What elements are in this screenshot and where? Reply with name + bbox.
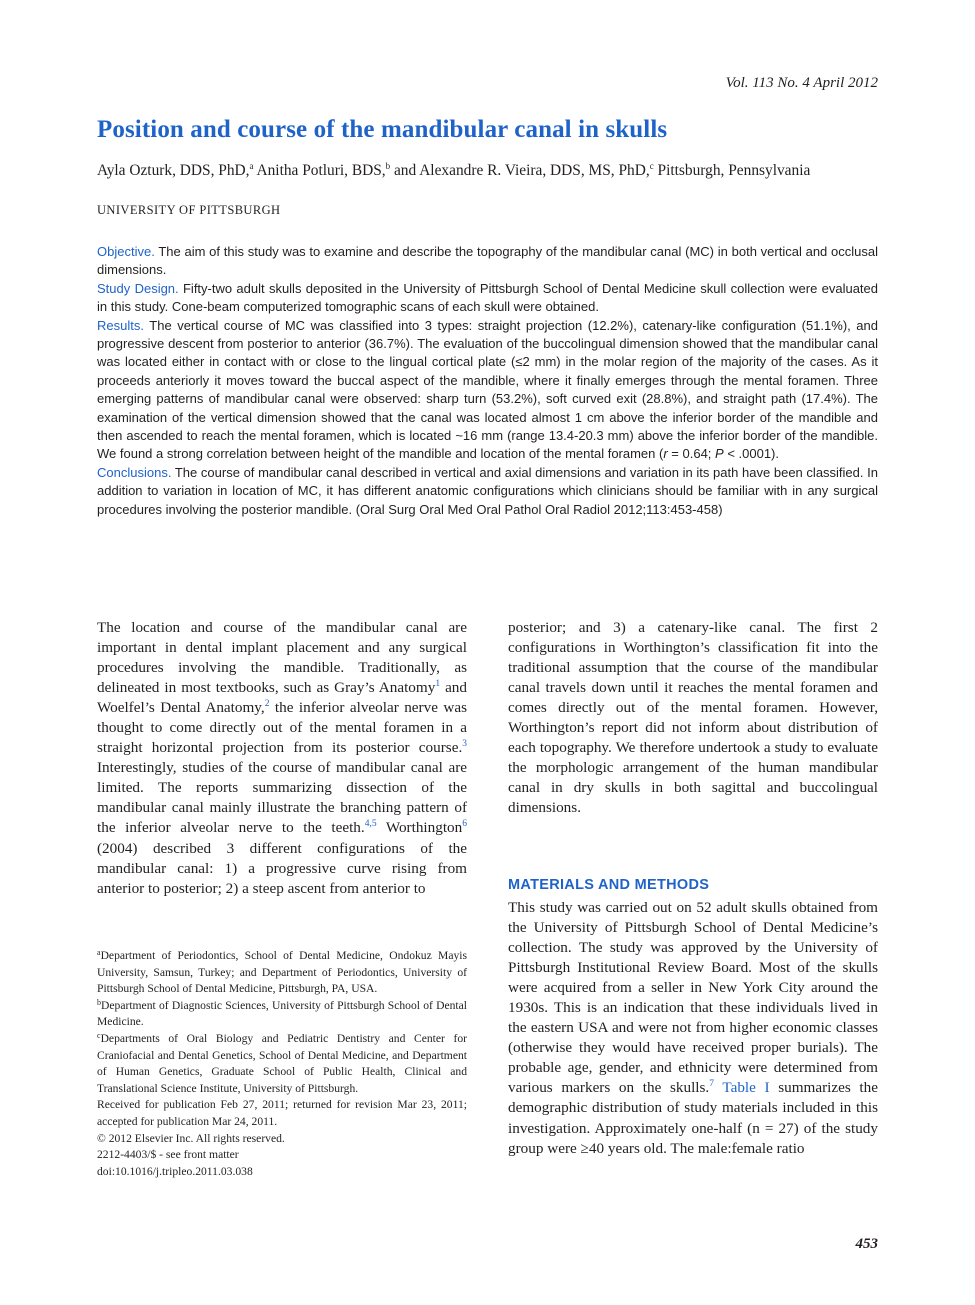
journal-issue: Vol. 113 No. 4 April 2012 <box>725 75 878 91</box>
body-text: (2004) described 3 different configurations of the mandibular canal: 1) a progressive curve rising from anterior to posterior; 2) a steep ascent from anterior to <box>97 839 467 897</box>
section-heading-methods: MATERIALS AND METHODS <box>508 877 710 893</box>
citation-link[interactable]: 3 <box>462 739 467 750</box>
author-list <box>97 161 837 181</box>
body-column-middle <box>508 618 878 818</box>
footnote-marker: b <box>97 997 101 1007</box>
footnotes <box>97 948 467 1180</box>
abstract-text: The course of mandibular canal described in vertical and axial dimensions and variation in its path have been classified. In addition to variation in location of MC, it has different anatomic configurations which clinicians should be familiar with in any surgical procedures involving the posterior mandible. (Oral Surg Oral Med Oral Pathol Oral Radiol 2012;113:453-458) <box>97 464 878 517</box>
author-name: Ayla Ozturk, DDS, PhD, <box>97 162 250 179</box>
footnote-marker: c <box>97 1030 101 1040</box>
abstract-label: Objective. <box>97 244 155 259</box>
article-title: Position and course of the mandibular canal in skulls <box>97 116 668 143</box>
citation-link[interactable]: 7 <box>709 1079 714 1090</box>
body-text: The location and course of the mandibular canal are important in dental implant placement and any surgical procedures involving the mandible. Traditionally, as delineated in most textbooks, such as Gray’s Anatomy <box>97 619 467 697</box>
citation-link[interactable]: 2 <box>264 699 270 710</box>
stat-symbol: r <box>663 446 668 462</box>
body-text: This study was carried out on 52 adult skulls obtained from the University of Pittsburgh School of Dental Medicine’s collection. The study was approved by the University of Pittsburgh Institutional Review Board. Most of the skulls were acquired from a seller in New York City around the 1930s. This is an indication that these individuals lived in the eastern USA and were not from higher economic classes (otherwise they would have received proper burials). The probable age, gender, and ethnicity were determined from various markers on the skulls. <box>508 899 878 1097</box>
abstract-conclusions <box>97 464 878 519</box>
footnote-text: Department of Periodontics, School of Dental Medicine, Ondokuz Mayis University, Samsun, Turkey; and Department of Periodontics, University of Pittsburgh School of Dental Medicine, Pittsburgh, PA, USA. <box>97 949 467 996</box>
citation-link[interactable]: 1 <box>435 679 441 690</box>
abstract-label: Conclusions. <box>97 464 172 480</box>
abstract-text: The aim of this study was to examine and describe the topography of the mandibular canal (MC) in both vertical and occlusal dimensions. <box>97 244 878 278</box>
abstract-text: Fifty-two adult skulls deposited in the University of Pittsburgh School of Dental Medicine skull collection were evaluated in this study. Cone-beam computerized tomographic scans of each skull were obtained. <box>97 280 879 315</box>
footnote-received: Received for publication Feb 27, 2011; returned for revision Mar 23, 2011; accepted for publication Mar 24, 2011. <box>97 1098 467 1128</box>
body-text: summarizes the demographic distribution of study materials included in this investigation. Approximately one-half (n = 27) of the study group were ≥40 years old. The male:female ratio <box>508 1079 878 1157</box>
abstract-objective <box>97 243 878 280</box>
body-text: posterior; and 3) a catenary-like canal. The first 2 configurations in Worthington’s classification fit into the traditional assumption that the course of the mandibular canal travels down until it reaches the mental foramen and comes directly out of the mental foramen. However, Worthington’s report did not inform about distribution of each topography. We therefore undertook a study to evaluate the morphologic arrangement of the human mandibular canal in dry skulls in both sagittal and buccolingual dimensions. <box>508 619 878 817</box>
stat-symbol: P <box>715 446 724 462</box>
body-text: Interestingly, studies of the course of mandibular canal are limited. The reports summarizing dissection of the mandibular canal mainly illustrate the branching pattern of the inferior alveolar nerve to the teeth. <box>97 759 467 837</box>
author-name: and Alexandre R. Vieira, DDS, MS, PhD, <box>390 162 650 179</box>
author-affiliation-marker: b <box>385 161 391 171</box>
footnote-text: Departments of Oral Biology and Pediatric Dentistry and Center for Craniofacial and Dental Genetics, School of Dental Medicine, and Department of Human Genetics, Graduate School of Public Health, Clinical and Translational Science Institute, University of Pittsburgh. <box>97 1031 467 1095</box>
body-text: the inferior alveolar nerve was thought to come directly out of the mental foramen in a straight horizontal projection from its posterior course. <box>97 699 467 757</box>
footnote-copyright: © 2012 Elsevier Inc. All rights reserved. <box>97 1131 285 1145</box>
abstract-study-design <box>97 280 878 317</box>
abstract <box>97 243 878 519</box>
footnote-issn: 2212-4403/$ - see front matter <box>97 1148 239 1162</box>
abstract-text: < .0001). <box>723 446 779 462</box>
intro-paragraph <box>97 618 467 899</box>
author-affiliation-marker: a <box>249 161 254 171</box>
abstract-label: Results. <box>97 317 144 333</box>
citation-link[interactable]: 4,5 <box>364 819 377 830</box>
footnote-affiliation <box>97 998 467 1031</box>
footnote-doi[interactable]: doi:10.1016/j.tripleo.2011.03.038 <box>97 1164 253 1178</box>
author-location: Pittsburgh, Pennsylvania <box>653 162 811 179</box>
page-number: 453 <box>855 1236 878 1252</box>
body-column-left <box>97 618 467 899</box>
table-link[interactable]: Table I <box>722 1079 770 1097</box>
abstract-label: Study Design. <box>97 280 179 296</box>
intro-paragraph-continued <box>508 618 878 818</box>
institution: UNIVERSITY OF PITTSBURGH <box>97 203 281 217</box>
abstract-text: = 0.64; <box>667 446 716 462</box>
author-affiliation-marker: c <box>649 161 654 171</box>
footnote-affiliation <box>97 1031 467 1097</box>
author-name: Anitha Potluri, BDS, <box>253 162 386 179</box>
footnote-affiliation <box>97 948 467 998</box>
methods-paragraph <box>508 898 878 1159</box>
body-column-right <box>508 898 878 1159</box>
citation-link[interactable]: 6 <box>462 819 467 830</box>
abstract-results <box>97 317 878 464</box>
abstract-text: The vertical course of MC was classified into 3 types: straight projection (12.2%), catenary-like configuration (51.1%), and progressive descent from posterior to anterior (36.7%). The evaluation of the buccolingual dimension showed that the mandibular canal was located either in contact with or close to the lingual cortical plate (≤2 mm) in the molar region of the majority of the cases. As it proceeds anteriorly it moves toward the buccal aspect of the mandible, where it finally emerges through the mental foramen. Three emerging patterns of mandibular canal were observed: sharp turn (53.2%), soft curved exit (28.8%), and straight path (17.4%). The examination of the vertical dimension showed that the canal was located almost 1 cm above the inferior border of the mandible and then ascended to reach the mental foramen, which is located ~16 mm (range 13.4-20.3 mm) above the inferior border of the mandible. We found a strong correlation between height of the mandible and location of the mental foramen ( <box>97 317 878 462</box>
footnote-marker: a <box>97 948 101 957</box>
body-text: and Woelfel’s Dental Anatomy, <box>97 679 467 717</box>
footnote-text: Department of Diagnostic Sciences, University of Pittsburgh School of Dental Medicine. <box>97 998 467 1029</box>
body-text: Worthington <box>376 819 463 837</box>
